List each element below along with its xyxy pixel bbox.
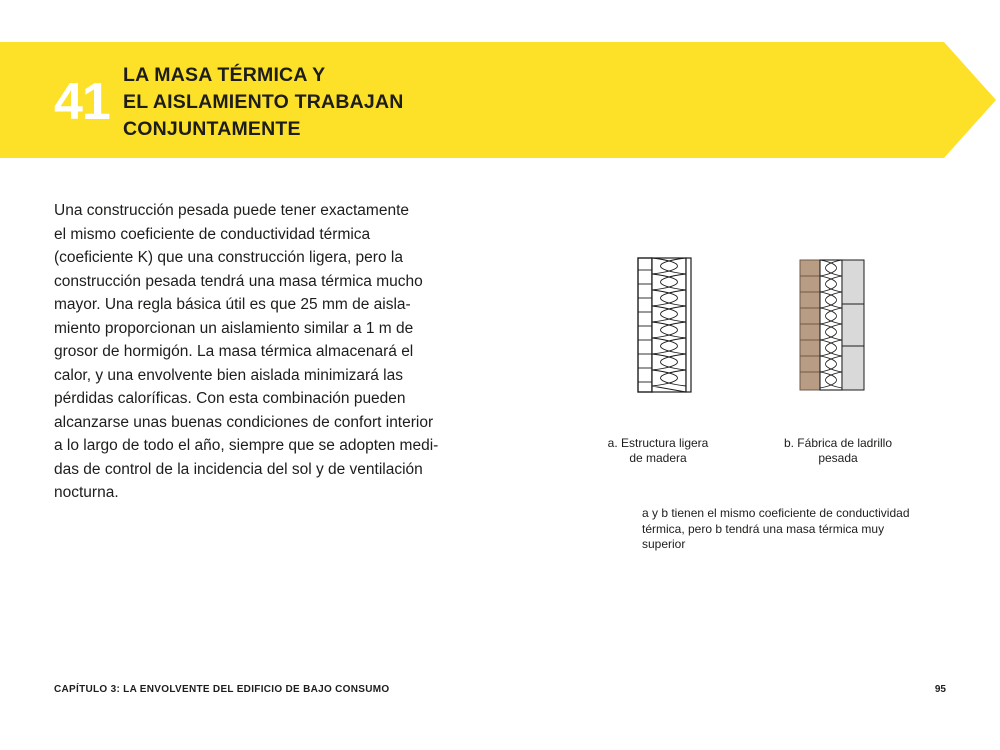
figure-note <box>642 506 952 553</box>
running-footer: CAPÍTULO 3: LA ENVOLVENTE DEL EDIFICIO DE BAJO CONSUMO <box>54 684 390 695</box>
caption-line: a. Estructura ligera <box>607 436 709 450</box>
note-line: a y b tienen el mismo coeficiente de conductividad <box>642 506 910 520</box>
body-paragraph <box>54 199 444 505</box>
wall-section-illustration <box>590 250 910 410</box>
wall-sections-drawing <box>590 250 910 410</box>
brick-wall-section <box>800 260 864 390</box>
chapter-title <box>123 62 404 143</box>
body-line: calor, y una envolvente bien aislada minimizará las <box>54 366 403 384</box>
note-line: térmica, pero b tendrá una masa térmica muy <box>642 521 885 536</box>
body-line: miento proporcionan un aislamiento similar a 1 m de <box>54 319 414 337</box>
body-line: nocturna. <box>54 484 119 501</box>
caption-timber-frame <box>592 436 724 466</box>
body-line: pérdidas caloríficas. Con esta combinación pueden <box>54 390 406 407</box>
chapter-title-line: CONJUNTAMENTE <box>123 118 301 140</box>
page-number: 95 <box>934 684 946 695</box>
caption-line: de madera <box>629 451 687 465</box>
caption-brick-wall <box>772 436 904 466</box>
chapter-title-line: LA MASA TÉRMICA Y <box>123 64 326 86</box>
body-line: grosor de hormigón. La masa térmica almacenará el <box>54 343 414 360</box>
caption-line: pesada <box>818 451 858 465</box>
note-line: superior <box>642 537 686 551</box>
body-line: el mismo coeficiente de conductividad térmica <box>54 225 371 243</box>
body-line: a lo largo de todo el año, siempre que se adopten medi- <box>54 437 439 454</box>
chapter-title-line: EL AISLAMIENTO TRABAJAN <box>123 91 404 113</box>
body-line: das de control de la incidencia del sol y de ventilación <box>54 460 423 478</box>
caption-line: b. Fábrica de ladrillo <box>783 436 893 450</box>
body-line: construcción pesada tendrá una masa térmica mucho <box>54 272 423 290</box>
timber-frame-section <box>638 258 691 392</box>
chapter-number: 41 <box>54 73 110 131</box>
body-line: mayor. Una regla básica útil es que 25 mm de aisla- <box>54 296 411 313</box>
body-line: (coeficiente K) que una construcción ligera, pero la <box>54 249 403 266</box>
body-line: Una construcción pesada puede tener exactamente <box>54 202 410 219</box>
body-line: alcanzarse unas buenas condiciones de confort interior <box>54 413 434 431</box>
